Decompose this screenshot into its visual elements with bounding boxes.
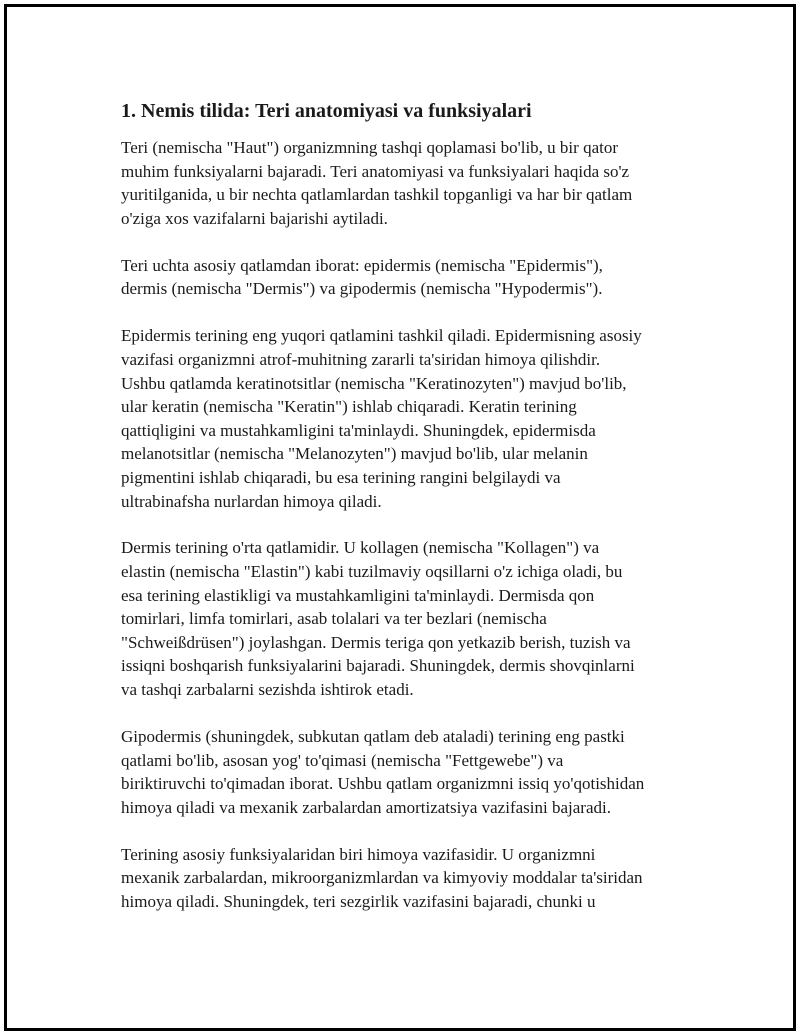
paragraph-line: o'ziga xos vazifalarni bajarishi aytiladi. (121, 208, 388, 228)
paragraph (121, 254, 701, 301)
paragraph-line: himoya qiladi. Shuningdek, teri sezgirlik vazifasini bajaradi, chunki u (121, 891, 596, 911)
paragraph-line: biriktiruvchi to'qimadan iborat. Ushbu qatlam organizmni issiq yo'qotishidan (121, 774, 645, 794)
paragraph-line: vazifasi organizmni atrof-muhitning zararli ta'siridan himoya qilishdir. (121, 349, 601, 369)
paragraph-line: himoya qiladi va mexanik zarbalardan amortizatsiya vazifasini bajaradi. (121, 797, 611, 817)
paragraph-line: Ushbu qatlamda keratinotsitlar (nemischa "Keratinozyten") mavjud bo'lib, (121, 373, 627, 393)
paragraph (121, 725, 701, 819)
paragraph-line: ultrabinafsha nurlardan himoya qiladi. (121, 491, 382, 511)
paragraph (121, 843, 701, 914)
page-frame (4, 4, 796, 1031)
paragraph-line: dermis (nemischa "Dermis") va gipodermis (nemischa "Hypodermis"). (121, 279, 603, 299)
paragraph-line: esa terining elastikligi va mustahkamligini ta'minlaydi. Dermisda qon (121, 585, 595, 605)
paragraph-line: qatlami bo'lib, asosan yog' to'qimasi (nemischa "Fettgewebe") va (121, 750, 564, 770)
paragraph-line: Terining asosiy funksiyalaridan biri himoya vazifasidir. U organizmni (121, 844, 596, 864)
paragraph-line: elastin (nemischa "Elastin") kabi tuzilmaviy oqsillarni o'z ichiga oladi, bu (121, 562, 623, 582)
paragraph-line: ular keratin (nemischa "Keratin") ishlab chiqaradi. Keratin terining (121, 397, 577, 417)
paragraph-line: yuritilganida, u bir nechta qatlamlardan tashkil topganligi va har bir qatlam (121, 185, 633, 205)
paragraph-list (121, 136, 701, 914)
paragraph-line: tomirlari, limfa tomirlari, asab tolalari va ter bezlari (nemischa (121, 609, 547, 629)
paragraph-line: qattiqligini va mustahkamligini ta'minlaydi. Shuningdek, epidermisda (121, 420, 596, 440)
paragraph-line: mexanik zarbalardan, mikroorganizmlardan va kimyoviy moddalar ta'siridan (121, 868, 643, 888)
paragraph (121, 324, 701, 513)
paragraph-line: Teri uchta asosiy qatlamdan iborat: epidermis (nemischa "Epidermis"), (121, 255, 603, 275)
paragraph-line: issiqni boshqarish funksiyalarini bajaradi. Shuningdek, dermis shovqinlarni (121, 656, 635, 676)
paragraph-line: va tashqi zarbalarni sezishda ishtirok etadi. (121, 680, 414, 700)
paragraph (121, 136, 701, 230)
paragraph-line: melanotsitlar (nemischa "Melanozyten") mavjud bo'lib, ular melanin (121, 444, 588, 464)
paragraph-line: Epidermis terining eng yuqori qatlamini tashkil qiladi. Epidermisning asosiy (121, 326, 642, 346)
paragraph (121, 536, 701, 701)
paragraph-line: "Schweißdrüsen") joylashgan. Dermis teriga qon yetkazib berish, tuzish va (121, 632, 631, 652)
document-body (121, 98, 701, 937)
paragraph-line: Dermis terining o'rta qatlamidir. U kollagen (nemischa "Kollagen") va (121, 538, 600, 558)
page-title: 1. Nemis tilida: Teri anatomiyasi va funksiyalari (121, 100, 532, 122)
paragraph-line: pigmentini ishlab chiqaradi, bu esa terining rangini belgilaydi va (121, 467, 561, 487)
paragraph-line: Gipodermis (shuningdek, subkutan qatlam deb ataladi) terining eng pastki (121, 727, 625, 747)
paragraph-line: muhim funksiyalarni bajaradi. Teri anatomiyasi va funksiyalari haqida so'z (121, 161, 630, 181)
paragraph-line: Teri (nemischa "Haut") organizmning tashqi qoplamasi bo'lib, u bir qator (121, 138, 618, 157)
